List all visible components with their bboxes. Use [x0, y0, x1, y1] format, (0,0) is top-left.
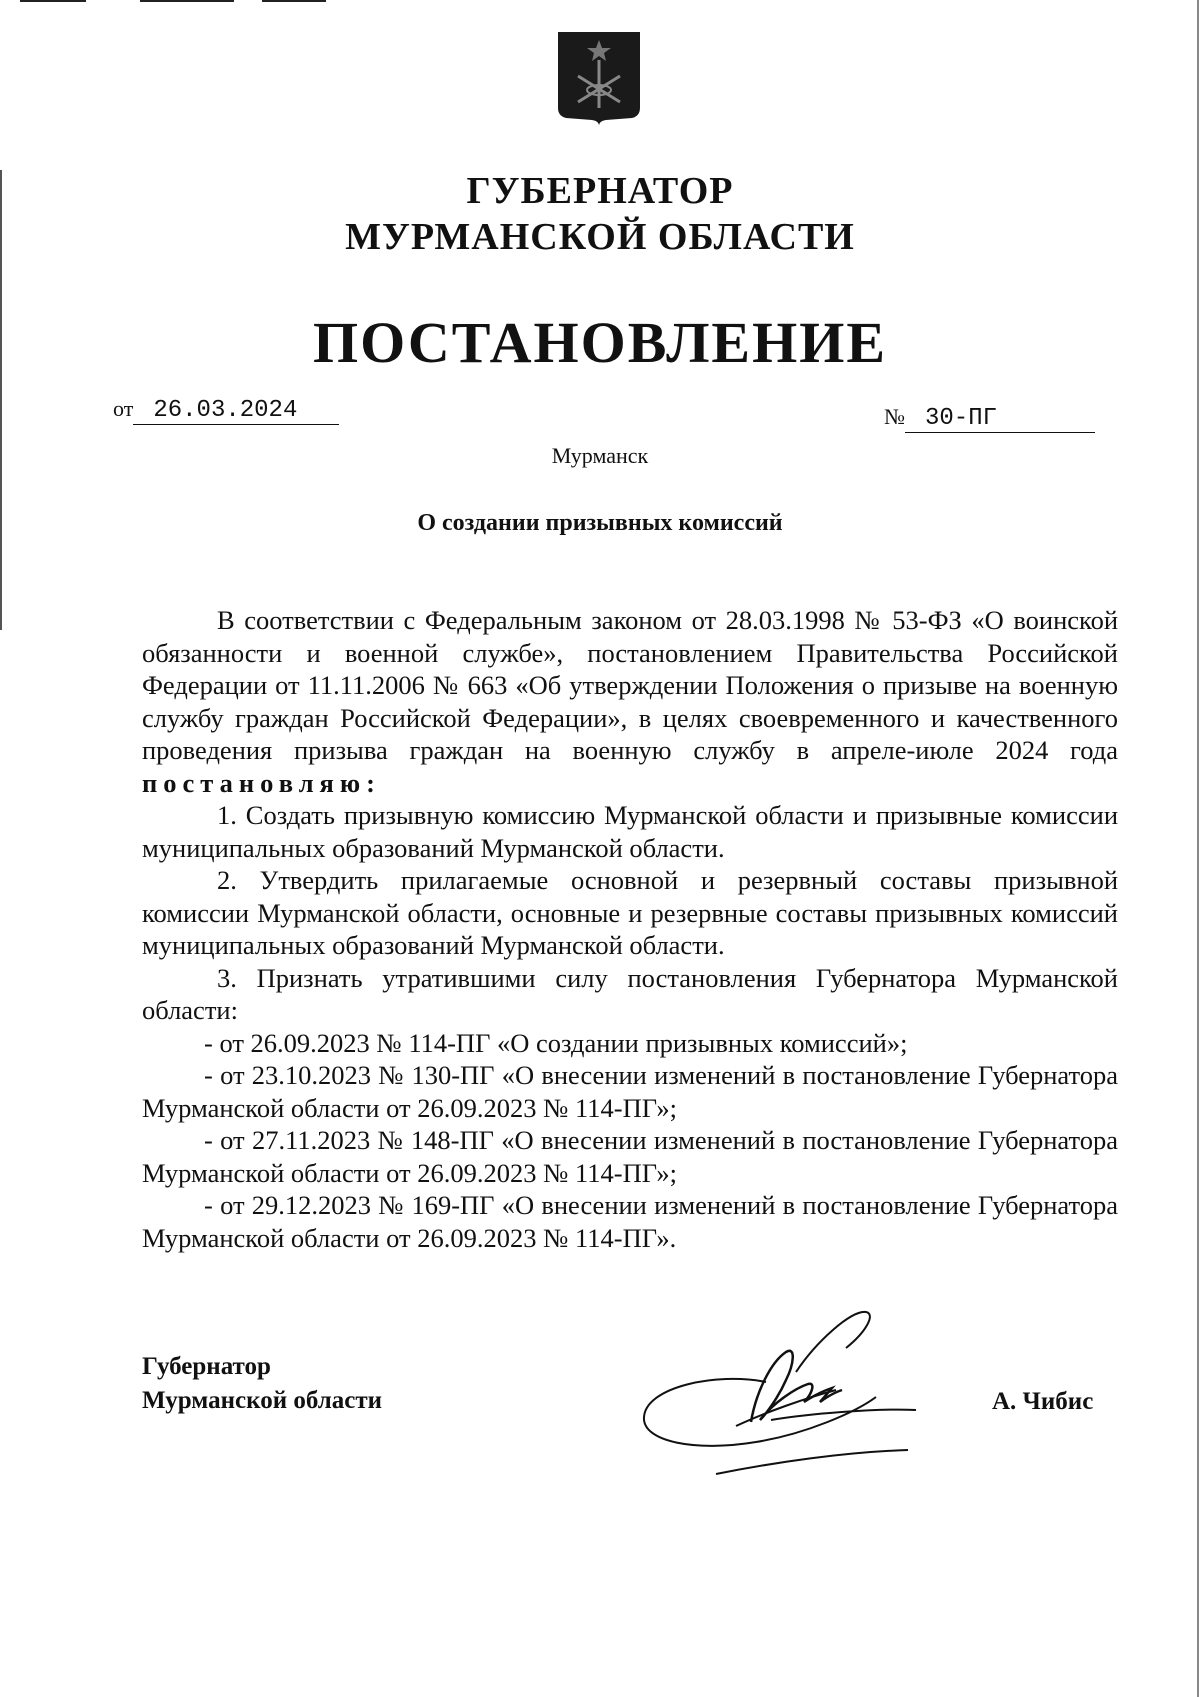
document-number: 30-ПГ — [905, 405, 1095, 433]
date-prefix: от — [113, 396, 134, 421]
document-subject: О создании призывных комиссий — [417, 510, 783, 536]
document-body — [142, 604, 1118, 1254]
repealed-item-1: - от 26.09.2023 № 114-ПГ «О создании призывных комиссий»; — [204, 1027, 908, 1058]
preamble-paragraph — [142, 604, 1118, 799]
city: Мурманск — [551, 443, 649, 468]
scan-edge-top-left — [20, 0, 86, 2]
document-date: 26.03.2024 — [133, 397, 339, 425]
signatory-title-line2: Мурманской области — [142, 1387, 383, 1414]
date-row — [113, 396, 339, 425]
repealed-item-4: - от 29.12.2023 № 169-ПГ «О внесении изменений в постановление Губернатора Мурманской области от 26.09.2023 № 114-ПГ». — [142, 1190, 1118, 1253]
coat-of-arms-icon — [556, 30, 642, 126]
scan-edge-top-mid — [140, 0, 234, 2]
number-prefix: № — [884, 404, 905, 429]
repealed-item-2: - от 23.10.2023 № 130-ПГ «О внесении изменений в постановление Губернатора Мурманской области от 26.09.2023 № 114-ПГ»; — [142, 1060, 1118, 1123]
item-1: 1. Создать призывную комиссию Мурманской области и призывные комиссии муниципальных образований Мурманской области. — [142, 800, 1118, 863]
number-row — [884, 404, 1095, 433]
authority-title-line2: МУРМАНСКОЙ ОБЛАСТИ — [345, 216, 855, 258]
decree-word: постановляю: — [142, 767, 381, 798]
signatory-title-line1: Губернатор — [142, 1353, 271, 1380]
signatory-name: А. Чибис — [992, 1388, 1094, 1415]
handwritten-signature — [636, 1302, 926, 1482]
item-2: 2. Утвердить прилагаемые основной и резервный составы призывной комиссии Мурманской области, основные и резервные составы призывных комиссий муниципальных образований Мурманской области. — [142, 865, 1118, 960]
signatory-title — [142, 1350, 382, 1418]
repealed-item-3: - от 27.11.2023 № 148-ПГ «О внесении изменений в постановление Губернатора Мурманской области от 26.09.2023 № 114-ПГ»; — [142, 1125, 1118, 1188]
authority-title-line1: ГУБЕРНАТОР — [466, 170, 734, 212]
document-type: ПОСТАНОВЛЕНИЕ — [312, 310, 888, 375]
scan-edge-top-mid2 — [262, 0, 326, 2]
preamble-text: В соответствии с Федеральным законом от 28.03.1998 № 53-ФЗ «О воинской обязанности и военной службе», постановлением Правительства Российской Федерации от 11.11.2006 № 663 «Об утверждении Положения о призыве на военную службу граждан Российской Федерации», в целях своевременного и качественного проведения призыва граждан на военную службу в апреле-июле 2024 года — [142, 605, 1118, 765]
item-3: 3. Признать утратившими силу постановления Губернатора Мурманской области: — [142, 962, 1118, 1025]
